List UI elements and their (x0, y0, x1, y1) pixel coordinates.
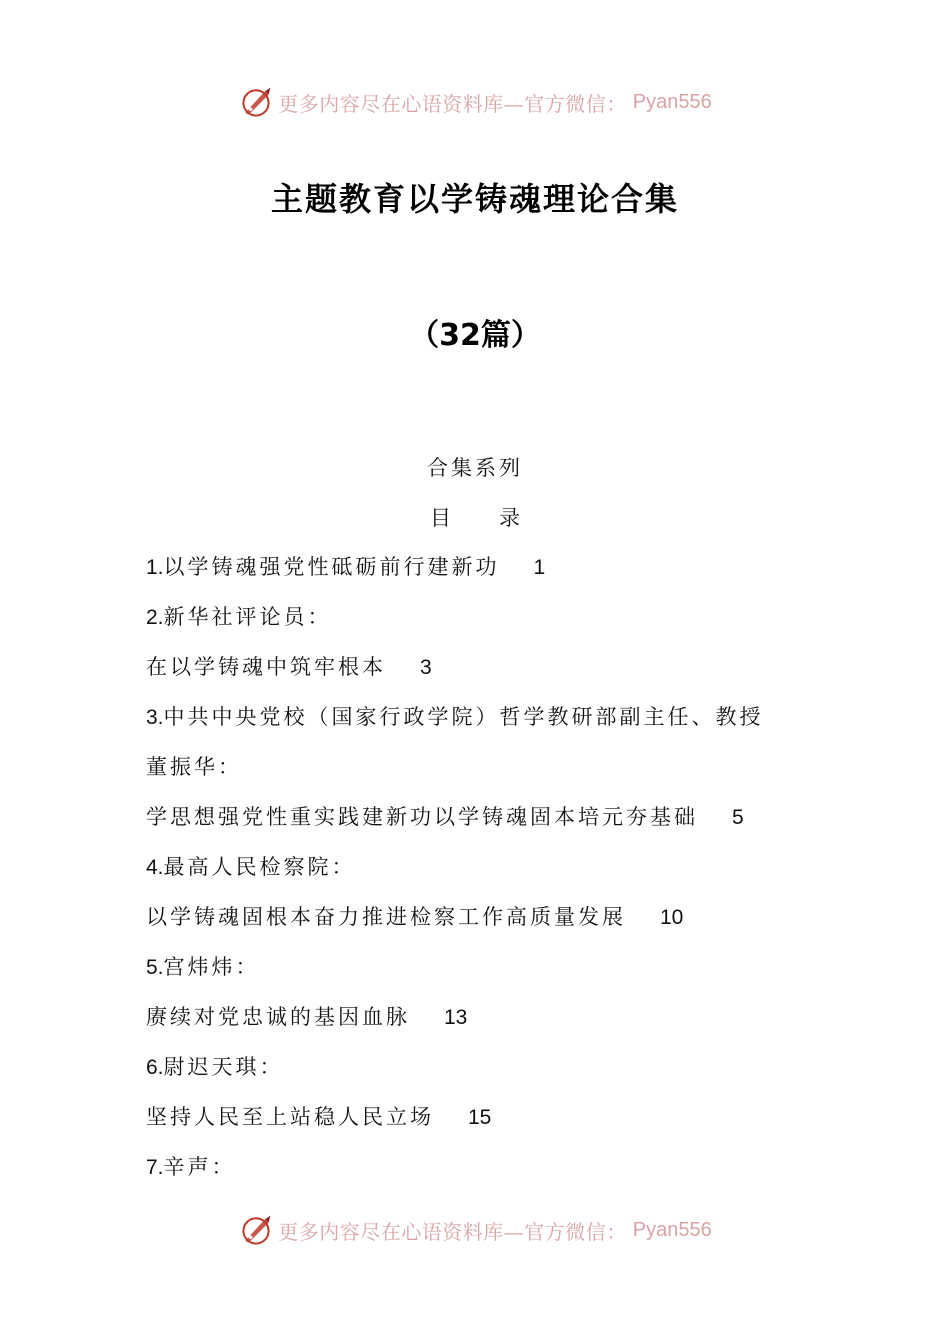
toc-entry-page-number: 15 (468, 1106, 492, 1129)
document-subtitle: （32篇） (409, 318, 541, 353)
toc-entry (146, 1150, 826, 1200)
toc-entry (146, 1000, 826, 1050)
toc-entry-text: 学思想强党性重实践建新功以学铸魂固本培元夯基础 (146, 805, 698, 829)
toc-entry-text: 坚持人民至上站稳人民立场 (146, 1105, 434, 1129)
toc-entry (146, 950, 826, 1000)
toc-entry-text: 董振华： (146, 755, 242, 779)
pen-nib-logo-icon (238, 1212, 274, 1248)
toc-entry-text: 辛声： (163, 1155, 236, 1179)
toc-entry-text: 尉迟天琪： (163, 1055, 284, 1079)
toc-entry-text: 在以学铸魂中筑牢根本 (146, 655, 386, 679)
toc-entry-page-number: 5 (732, 806, 744, 829)
toc-entry-page-number: 3 (420, 656, 432, 679)
toc-entry (146, 1100, 826, 1150)
toc-entry-number: 3. (146, 706, 164, 729)
watermark-handle: Pyan556 (632, 1218, 712, 1241)
toc-entry (146, 650, 826, 700)
toc-entry (146, 1050, 826, 1100)
table-of-contents (146, 550, 826, 1200)
toc-entry-number: 6. (146, 1056, 164, 1079)
toc-heading: 目录 (430, 506, 568, 530)
watermark-content (238, 84, 711, 120)
toc-entry (146, 750, 826, 800)
toc-entry (146, 600, 826, 650)
watermark-content (238, 1212, 711, 1248)
toc-entry-page-number: 10 (660, 906, 684, 929)
toc-entry-page-number: 13 (444, 1006, 468, 1029)
watermark-banner-top (0, 82, 950, 122)
toc-entry (146, 900, 826, 950)
toc-entry-text: 新华社评论员： (163, 605, 332, 629)
watermark-banner-bottom (0, 1210, 950, 1250)
toc-entry-page-number: 1 (533, 556, 546, 579)
pen-nib-logo-icon (238, 84, 274, 120)
toc-entry (146, 700, 826, 750)
toc-entry-text: 宫炜炜： (163, 955, 260, 979)
watermark-text: 更多内容尽在心语资料库—官方微信： (278, 1219, 627, 1244)
toc-entry-number: 7. (146, 1156, 164, 1179)
toc-entry (146, 800, 826, 850)
toc-entry-text: 中共中央党校（国家行政学院）哲学教研部副主任、教授 (163, 705, 764, 729)
toc-entry (146, 550, 826, 600)
toc-entry-text: 以学铸魂固根本奋力推进检察工作高质量发展 (146, 905, 626, 929)
toc-entry-number: 4. (146, 856, 164, 879)
toc-entry-number: 5. (146, 956, 164, 979)
toc-entry-number: 1. (146, 556, 164, 579)
toc-entry-number: 2. (146, 606, 164, 629)
toc-entry-text: 赓续对党忠诚的基因血脉 (146, 1005, 410, 1029)
series-label: 合集系列 (427, 456, 523, 480)
toc-entry-text: 以学铸魂强党性砥砺前行建新功 (163, 555, 500, 579)
watermark-text: 更多内容尽在心语资料库—官方微信： (278, 91, 627, 116)
toc-entry-text: 最高人民检察院： (163, 855, 356, 879)
toc-entry (146, 850, 826, 900)
document-title: 主题教育以学铸魂理论合集 (270, 180, 679, 218)
watermark-handle: Pyan556 (632, 90, 712, 113)
